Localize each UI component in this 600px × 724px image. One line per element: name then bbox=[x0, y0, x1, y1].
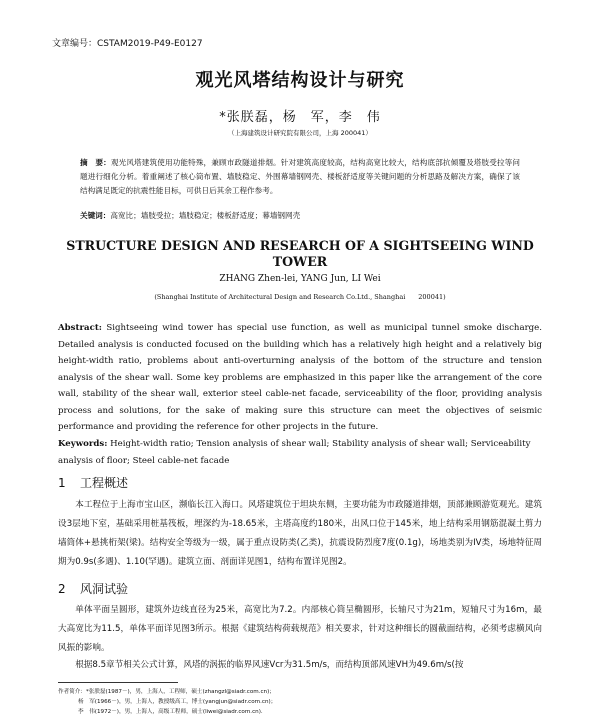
section-heading-1 bbox=[58, 474, 128, 491]
abstract-cn bbox=[80, 156, 520, 198]
title-cn: 观光风塔结构设计与研究 bbox=[195, 70, 405, 91]
keywords-cn-label: 关键词： bbox=[80, 211, 111, 220]
keywords-cn bbox=[80, 210, 520, 221]
keywords-en-label: Keywords: bbox=[58, 439, 108, 449]
abstract-en bbox=[58, 320, 542, 436]
footnote-author-3: 李 伟(1972－)，男，上海人，高级工程师，硕士(liwei@siadr.com.cn). bbox=[78, 709, 263, 715]
footnote-divider bbox=[58, 682, 178, 683]
affiliation-en: (Shanghai Institute of Architectural Design and Research Co.Ltd., Shanghai 200041) bbox=[154, 293, 446, 301]
authors-cn: *张朕磊，杨 军，李 伟 bbox=[219, 110, 381, 125]
section-heading-2 bbox=[58, 580, 128, 597]
section-1-paragraph: 本工程位于上海市宝山区，濒临长江入海口。风塔建筑位于坦块东侧，主要功能为市政隧道排烟，顶部兼顾游览观光。建筑设3层地下室，基础采用桩基筏板，埋深约为-18.65米，主塔高度约180米，出风口位于145米，地上结构采用钢筋混凝土剪力墙筒体+悬挑桁架(梁)。结构安全等级为一级，属于重点设防类(乙类)，抗震设防烈度7度(0.1g)，场地类别为IV类，场地特征周期为0.9s(多遇)、1.10(罕遇)。建筑立面、剖面详见图1，结构布置详见图2。 bbox=[58, 500, 542, 567]
section-title: 工程概述 bbox=[80, 476, 129, 490]
keywords-en bbox=[58, 436, 542, 469]
section-2-paragraph-1: 单体平面呈圆形，建筑外边线直径为25米，高宽比为7.2。内部核心筒呈椭圆形，长轴尺寸为21m，短轴尺寸为16m，最大高宽比为11.5，单体平面详见图3所示。根据《建筑结构荷载规范》相关要求，针对这种细长的圆截面结构，必须考虑横风向风振的影响。 bbox=[58, 605, 542, 653]
footnote-author-1: 作者简介：*张朕磊(1987－)，男，上海人，工程师，硕士(zhangzl@siadr.com.cn)； bbox=[58, 689, 275, 695]
abstract-en-text: Sightseeing wind tower has special use function, as well as municipal tunnel smoke discharge. Detailed analysis is conducted focused on the building which has a relatively high height and a relatively big height-width ratio, problems about anti-overturning analysis of the bottom of the structure and tension analysis of the shear wall. Some key problems are emphasized in this paper like the arrangement of the core wall, stability of the shear wall, exterior steel cable-net facade, serviceability of the floor, providing analysis process and solutions, for the sake of making sure this structure can meet the objectives of seismic performance and providing the reference for other projects in the future. bbox=[58, 323, 542, 432]
abstract-cn-text: 观光风塔建筑使用功能特殊，兼顾市政隧道排烟。针对建筑高度较高，结构高宽比较大，结构底部抗倾覆及塔肢受拉等问题进行细化分析。着重阐述了核心筒布置、墙肢稳定、外围幕墙钢网壳、楼板舒适度等关键问题的分析思路及解决方案，确保了该结构满足既定的抗震性能目标，可供日后其余工程作参考。 bbox=[80, 158, 520, 195]
section-title: 风洞试验 bbox=[80, 582, 129, 596]
section-number: 2 bbox=[58, 582, 66, 596]
abstract-cn-label: 摘 要： bbox=[80, 158, 111, 167]
keywords-cn-text: 高宽比；墙肢受拉；墙肢稳定；楼板舒适度；幕墙钢网壳 bbox=[110, 211, 301, 220]
section-2-paragraph-2: 根据8.5章节相关公式计算，风塔的涡振的临界风速Vcr为31.5m/s，而结构顶部风速VH为49.6m/s(按 bbox=[75, 660, 464, 670]
article-number: 文章编号：CSTAM2019-P49-E0127 bbox=[52, 39, 203, 49]
keywords-en-text: Height-width ratio; Tension analysis of shear wall; Stability analysis of shear wall; Serviceability analysis of floor; Steel cable-net facade bbox=[58, 439, 531, 466]
abstract-en-label: Abstract: bbox=[58, 323, 102, 333]
section-number: 1 bbox=[58, 476, 66, 490]
affiliation-cn: （上海建筑设计研究院有限公司，上海 200041） bbox=[228, 129, 372, 137]
footnote-author-2: 杨 军(1966－)，男，上海人，教授级高工，博士(yangjun@siadr.com.cn)； bbox=[78, 699, 277, 705]
title-en: STRUCTURE DESIGN AND RESEARCH OF A SIGHTSEEING WIND TOWER bbox=[66, 238, 534, 269]
authors-en: ZHANG Zhen-lei, YANG Jun, LI Wei bbox=[219, 274, 381, 284]
